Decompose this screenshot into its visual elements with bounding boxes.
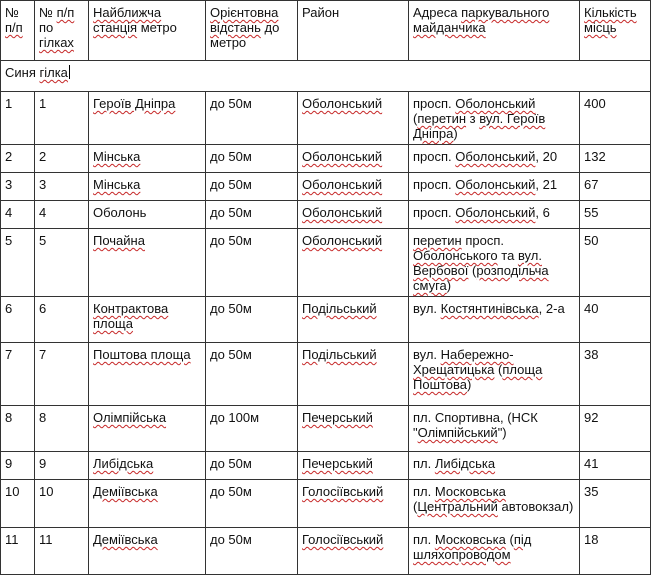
spellcheck-word: Московська — [434, 484, 506, 499]
cell-num: 11 — [1, 528, 35, 575]
table-row — [1, 297, 651, 343]
cell-branch-num: 3 — [35, 173, 89, 201]
cell-station — [89, 145, 206, 173]
cell-address — [409, 173, 580, 201]
text-cursor — [69, 65, 70, 79]
cell-station — [89, 229, 206, 297]
cell-district — [298, 406, 409, 452]
cell-district — [298, 92, 409, 145]
spellcheck-word: паркувального — [461, 5, 550, 20]
spellcheck-word: перетин — [417, 111, 467, 126]
cell-district — [298, 173, 409, 201]
text-run: пл. — [413, 456, 435, 471]
spellcheck-word: площа Поштова — [413, 362, 543, 392]
spellcheck-word: Мінська — [93, 177, 141, 192]
cell-district — [298, 297, 409, 343]
cell-distance — [206, 528, 298, 575]
cell-address — [409, 229, 580, 297]
spellcheck-word: Поштова площа — [93, 347, 191, 362]
text-run: ( — [468, 263, 477, 278]
spellcheck-word: Либідська — [434, 456, 496, 471]
text-run: до 50м — [210, 456, 252, 471]
cell-places: 92 — [580, 406, 651, 452]
table-row — [1, 173, 651, 201]
spellcheck-word: Мінська — [93, 149, 141, 164]
spellcheck-word: Подільський — [302, 347, 377, 362]
text-run: , 2-а — [538, 301, 565, 316]
table-row — [1, 343, 651, 406]
header-distance — [206, 1, 298, 61]
text-run: по — [39, 20, 54, 35]
spellcheck-word: Почайна — [93, 233, 145, 248]
cell-num: 3 — [1, 173, 35, 201]
cell-station — [89, 343, 206, 406]
cell-address — [409, 528, 580, 575]
text-run: пл. — [413, 532, 435, 547]
cell-station — [89, 201, 206, 229]
text-run: вул. — [413, 347, 441, 362]
text-run: з — [466, 111, 480, 126]
table-row — [1, 452, 651, 480]
cell-station — [89, 452, 206, 480]
text-run: ( — [413, 111, 418, 126]
text-run: просп. — [461, 233, 504, 248]
header-station — [89, 1, 206, 61]
text-run: до 50м — [210, 205, 252, 220]
table-row — [1, 201, 651, 229]
text-run: ( — [413, 499, 418, 514]
cell-num: 1 — [1, 92, 35, 145]
cell-places: 41 — [580, 452, 651, 480]
text-run: ( — [505, 532, 514, 547]
spellcheck-word: вул. Героїв Дніпра — [413, 111, 546, 141]
text-run: до 50м — [210, 347, 252, 362]
header-num — [1, 1, 35, 61]
text-run: ) — [467, 377, 472, 392]
text-run: та — [497, 248, 518, 263]
cell-num: 8 — [1, 406, 35, 452]
spellcheck-word: Центральний — [417, 499, 498, 514]
cell-address — [409, 201, 580, 229]
cell-num: 10 — [1, 480, 35, 528]
spellcheck-word: Оболонський — [455, 149, 536, 164]
cell-district — [298, 145, 409, 173]
cell-station — [89, 480, 206, 528]
text-run: до метро — [210, 20, 280, 50]
text-run: Оболонь — [93, 205, 147, 220]
cell-num: 7 — [1, 343, 35, 406]
header-district — [298, 1, 409, 61]
cell-distance — [206, 145, 298, 173]
spellcheck-word: Печерський — [302, 410, 373, 425]
cell-district — [298, 452, 409, 480]
text-run: № — [5, 5, 19, 20]
cell-places: 132 — [580, 145, 651, 173]
cell-station — [89, 297, 206, 343]
cell-distance — [206, 343, 298, 406]
spellcheck-word: Оболонський — [455, 177, 536, 192]
cell-address — [409, 406, 580, 452]
text-run: вул. — [413, 301, 441, 316]
table-row — [1, 92, 651, 145]
table-row — [1, 480, 651, 528]
cell-places: 40 — [580, 297, 651, 343]
text-run: Адреса — [413, 5, 462, 20]
cell-address — [409, 297, 580, 343]
cell-station — [89, 406, 206, 452]
group-row — [1, 61, 651, 92]
text-run: до 50м — [210, 301, 252, 316]
text-run: ) — [446, 278, 452, 293]
text-run: до 50м — [210, 532, 252, 547]
cell-places: 67 — [580, 173, 651, 201]
spellcheck-word: Оболонський — [302, 96, 383, 111]
table-body — [1, 1, 651, 575]
spellcheck-word: розподільча смуга — [413, 263, 549, 293]
cell-distance — [206, 297, 298, 343]
cell-district — [298, 528, 409, 575]
text-run: автовокзал) — [497, 499, 574, 514]
text-run: № — [39, 5, 57, 20]
spellcheck-word: Подільський — [302, 301, 377, 316]
cell-station — [89, 528, 206, 575]
spellcheck-word: Оболонський — [455, 205, 536, 220]
cell-address — [409, 452, 580, 480]
text-run: пл. — [413, 484, 435, 499]
cell-distance — [206, 406, 298, 452]
cell-num: 6 — [1, 297, 35, 343]
spellcheck-word: Вербової — [413, 263, 469, 278]
cell-places: 55 — [580, 201, 651, 229]
text-run: до 50м — [210, 484, 252, 499]
spellcheck-word: Деміївська — [93, 532, 158, 547]
spellcheck-word: Оболонський — [302, 205, 383, 220]
text-run: ") — [497, 425, 507, 440]
spellcheck-word: Орієнтовна — [210, 5, 279, 20]
spellcheck-word: Контрактова площа — [93, 301, 169, 331]
cell-num: 2 — [1, 145, 35, 173]
cell-station — [89, 92, 206, 145]
cell-distance — [206, 480, 298, 528]
spellcheck-word: вул. — [517, 248, 542, 263]
text-run: просп. — [413, 149, 456, 164]
cell-address — [409, 343, 580, 406]
spellcheck-word: під шляхопроводом — [413, 532, 532, 562]
cell-distance — [206, 92, 298, 145]
text-run: просп. — [413, 205, 456, 220]
spellcheck-word: Набережно-Хрещатицька — [413, 347, 514, 377]
spellcheck-word: Костянтинівська — [440, 301, 539, 316]
table-row — [1, 229, 651, 297]
cell-places: 400 — [580, 92, 651, 145]
text-run: пл. Спортивна, (НСК " — [413, 410, 538, 440]
cell-branch-num: 9 — [35, 452, 89, 480]
spellcheck-word: п/п — [5, 20, 23, 35]
text-run: до 100м — [210, 410, 260, 425]
cell-branch-num: 7 — [35, 343, 89, 406]
cell-branch-num: 6 — [35, 297, 89, 343]
spellcheck-word: Печерський — [302, 456, 373, 471]
cell-branch-num: 8 — [35, 406, 89, 452]
spellcheck-word: Кількість — [584, 5, 637, 20]
text-run: просп. — [413, 177, 456, 192]
text-run: , 20 — [535, 149, 558, 164]
cell-places: 18 — [580, 528, 651, 575]
text-run: , 21 — [535, 177, 558, 192]
text-run: Синя — [5, 65, 40, 80]
text-run: метро — [137, 20, 177, 35]
spellcheck-word: перетин — [413, 233, 462, 248]
spellcheck-word: Олімпійська — [93, 410, 167, 425]
cell-branch-num: 4 — [35, 201, 89, 229]
spellcheck-word: Оболонський — [302, 233, 383, 248]
text-run: до 50м — [210, 96, 252, 111]
text-run: ( — [494, 362, 503, 377]
spellcheck-word: станція — [93, 20, 138, 35]
cell-address — [409, 480, 580, 528]
cell-branch-num: 1 — [35, 92, 89, 145]
spellcheck-word: Оболонський — [302, 177, 383, 192]
spellcheck-word: Оболонського — [413, 248, 498, 263]
cell-num: 9 — [1, 452, 35, 480]
text-run: до 50м — [210, 177, 252, 192]
cell-district — [298, 343, 409, 406]
spellcheck-word: Голосіївський — [302, 532, 384, 547]
spellcheck-word: гілках — [39, 35, 74, 50]
text-run: ) — [453, 126, 458, 141]
cell-distance — [206, 173, 298, 201]
table-row — [1, 528, 651, 575]
spellcheck-word: Оболонський — [455, 96, 536, 111]
cell-station — [89, 173, 206, 201]
text-run: Район — [302, 5, 340, 20]
cell-distance — [206, 452, 298, 480]
spellcheck-word: Голосіївський — [302, 484, 384, 499]
cell-places: 35 — [580, 480, 651, 528]
cell-distance — [206, 201, 298, 229]
group-label[interactable] — [1, 61, 651, 92]
spellcheck-word: місць — [584, 20, 617, 35]
spellcheck-word: Оболонський — [302, 149, 383, 164]
cell-branch-num: 5 — [35, 229, 89, 297]
spellcheck-word: відстань — [210, 20, 261, 35]
cell-address — [409, 145, 580, 173]
cell-district — [298, 229, 409, 297]
cell-places: 38 — [580, 343, 651, 406]
text-run: до 50м — [210, 233, 252, 248]
spellcheck-word: п/п — [56, 5, 75, 20]
cell-branch-num: 2 — [35, 145, 89, 173]
cell-branch-num: 11 — [35, 528, 89, 575]
cell-places: 50 — [580, 229, 651, 297]
spellcheck-word: Либідська — [93, 456, 154, 471]
cell-num: 5 — [1, 229, 35, 297]
text-run: до 50м — [210, 149, 252, 164]
table-row — [1, 406, 651, 452]
header-branch-num — [35, 1, 89, 61]
cell-branch-num: 10 — [35, 480, 89, 528]
header-places — [580, 1, 651, 61]
spellcheck-word: Московська — [434, 532, 506, 547]
header-row — [1, 1, 651, 61]
text-run: , 6 — [535, 205, 550, 220]
spellcheck-word: Деміївська — [93, 484, 158, 499]
text-run: просп. — [413, 96, 456, 111]
cell-address — [409, 92, 580, 145]
spellcheck-word: майданчика — [413, 20, 486, 35]
table-row — [1, 145, 651, 173]
header-address — [409, 1, 580, 61]
cell-district — [298, 480, 409, 528]
spellcheck-word: Найближча — [93, 5, 162, 20]
spellcheck-word: гілка — [39, 65, 68, 80]
cell-distance — [206, 229, 298, 297]
spellcheck-word: Олімпійський — [417, 425, 498, 440]
cell-district — [298, 201, 409, 229]
spellcheck-word: Героїв Дніпра — [93, 96, 176, 111]
cell-num: 4 — [1, 201, 35, 229]
